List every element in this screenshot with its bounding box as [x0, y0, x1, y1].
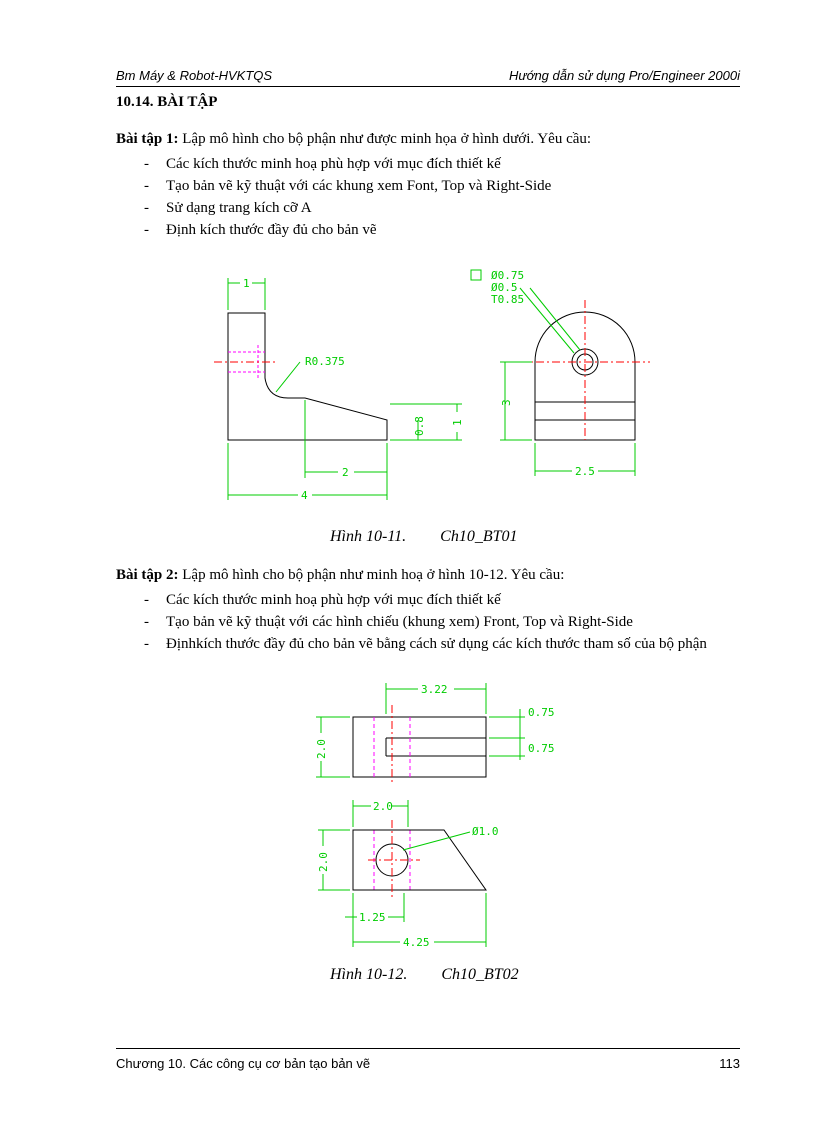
fig2-dimension-labels	[315, 683, 555, 949]
list-item: - Các kích thước minh hoạ phù hợp với mục đích thiết kế	[144, 592, 501, 608]
figure1-caption-name: Ch10_BT01	[440, 528, 518, 545]
footer-rule	[116, 1048, 740, 1049]
list-item: - Địnhkích thước đầy đủ cho bản vẽ bằng cách sử dụng các kích thước tham số của bộ phận	[144, 636, 707, 652]
fig2-dim-20c: 2.0	[317, 852, 330, 872]
fig2-centerlines-front	[368, 820, 420, 900]
section-title: 10.14. BÀI TẬP	[116, 94, 218, 110]
figure2-caption-name: Ch10_BT02	[441, 966, 519, 983]
fig2-dim-d10: Ø1.0	[472, 825, 499, 838]
fig1-callout-2: Ø0.5	[491, 281, 518, 294]
list-item: - Các kích thước minh hoạ phù hợp với mục đích thiết kế	[144, 156, 501, 172]
fig2-top-view	[353, 717, 486, 777]
footer-chapter: Chương 10. Các công cụ cơ bản tạo bản vẽ	[116, 1056, 371, 1071]
fig2-dim-20b: 2.0	[373, 800, 393, 813]
fig2-dim-425: 4.25	[403, 936, 430, 949]
fig1-dim-08: 0.8	[413, 416, 426, 436]
header-right: Hướng dẫn sử dụng Pro/Engineer 2000i	[508, 68, 740, 83]
exercise1-label: Bài tập 1:	[116, 131, 179, 147]
exercise2-label: Bài tập 2:	[116, 567, 179, 583]
fig1-radius: R0.375	[305, 355, 345, 368]
fig1-dim-4: 4	[301, 489, 308, 502]
fig2-top-dimensions	[316, 683, 525, 777]
figure2-caption	[330, 966, 519, 984]
fig2-dim-075b: 0.75	[528, 742, 555, 755]
header-left: Bm Máy & Robot-HVKTQS	[116, 68, 273, 83]
fig1-callout-3: T0.85	[491, 293, 525, 306]
list-item: - Tạo bản vẽ kỹ thuật với các khung xem Font, Top và Right-Side	[144, 178, 552, 194]
page-footer	[116, 1056, 740, 1071]
page-number: 113	[719, 1056, 740, 1071]
figure2-caption-number: Hình 10-12.	[330, 966, 408, 983]
figure1-caption-number: Hình 10-11.	[330, 528, 407, 545]
list-item: - Sử dạng trang kích cỡ A	[144, 200, 312, 216]
fig1-dim-top: 1	[243, 277, 250, 290]
exercise2-intro-text: Lập mô hình cho bộ phận như minh hoạ ở hình 10-12. Yêu cầu:	[178, 567, 565, 583]
list-item: - Tạo bản vẽ kỹ thuật với các hình chiếu (khung xem) Front, Top và Right-Side	[144, 614, 633, 630]
fig1-dim-2: 2	[342, 466, 349, 479]
fig2-dim-20a: 2.0	[315, 739, 328, 759]
fig2-dim-322: 3.22	[421, 683, 448, 696]
fig1-callout-1: Ø0.75	[491, 269, 525, 282]
fig1-dim-3: 3	[500, 399, 513, 406]
fig1-dim-1: 1	[451, 419, 464, 426]
fig2-dim-075a: 0.75	[528, 706, 555, 719]
exercise1-intro-text: Lập mô hình cho bộ phận như được minh họa ở hình dưới. Yêu cầu:	[178, 131, 592, 147]
fig2-front-dimensions	[318, 800, 486, 947]
list-item: - Định kích thước đầy đủ cho bản vẽ	[144, 222, 377, 238]
fig2-dim-125: 1.25	[359, 911, 386, 924]
fig1-dim-25: 2.5	[575, 465, 595, 478]
